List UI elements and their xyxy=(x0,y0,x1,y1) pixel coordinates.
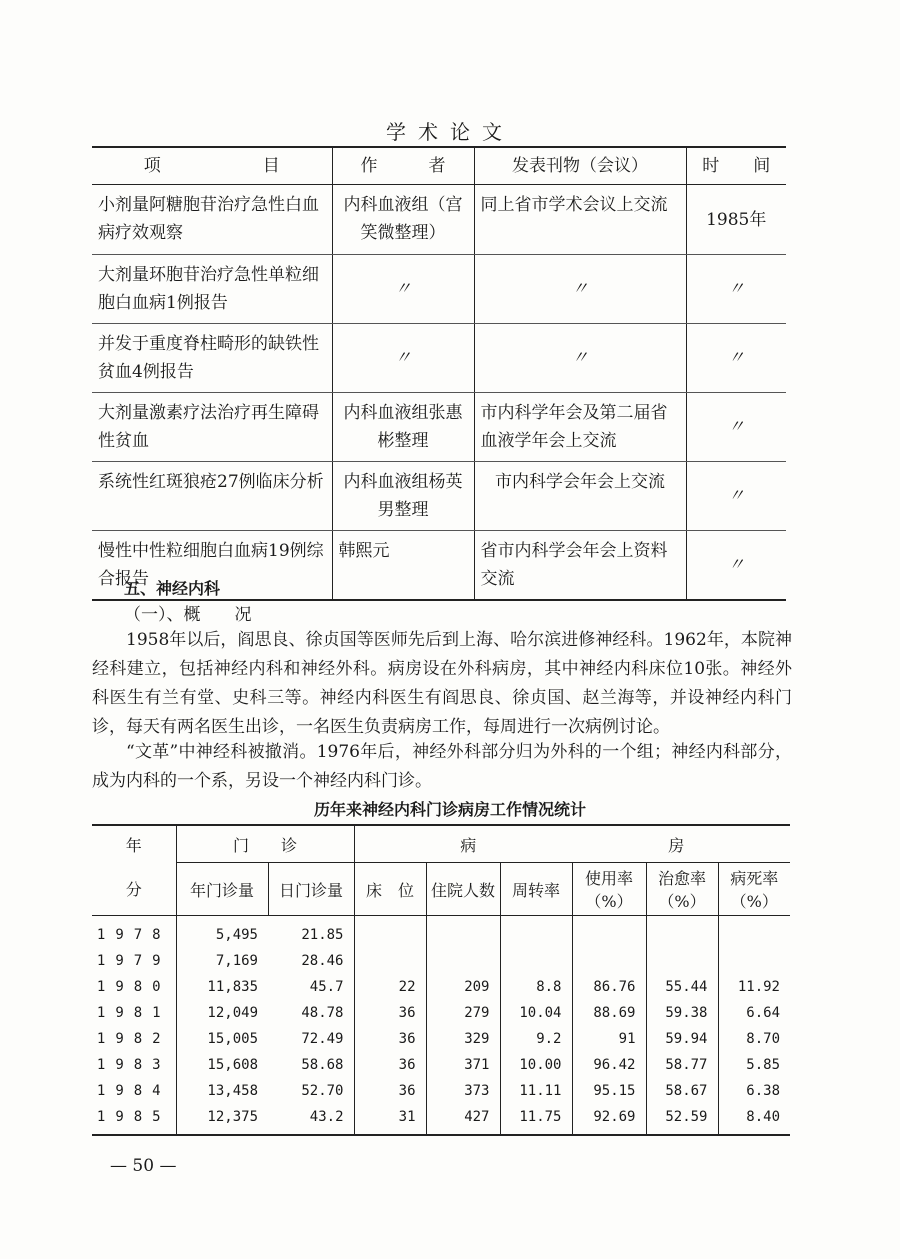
cell-turnover: 9.2 xyxy=(500,1026,572,1052)
table-row xyxy=(92,1078,790,1104)
table-row xyxy=(92,255,786,324)
cell-daily-visits: 21.85 xyxy=(301,927,344,943)
col-admissions: 住院人数 xyxy=(426,863,500,916)
cell-admissions: 373 xyxy=(426,1078,500,1104)
cell-annual-visits: 11,835 xyxy=(176,974,268,1000)
cell-daily-visits: 43.2 xyxy=(268,1104,354,1135)
cell-usage-rate xyxy=(572,916,646,949)
table-row xyxy=(92,974,790,1000)
header-year-top: 年 xyxy=(92,825,176,863)
section-title: 五、神经内科 xyxy=(124,579,221,598)
paper-author: 〃 xyxy=(332,255,474,324)
col-mortality-rate: 病死率（%） xyxy=(718,863,790,916)
cell-annual-visits: 7,169 xyxy=(176,948,268,974)
cell-usage-rate: 92.69 xyxy=(572,1104,646,1135)
cell-turnover: 10.00 xyxy=(500,1052,572,1078)
cell-usage-rate: 88.69 xyxy=(572,1000,646,1026)
papers-table xyxy=(92,146,786,601)
cell-mortality-rate: 6.38 xyxy=(718,1078,790,1104)
header-ward: 病 房 xyxy=(354,825,790,863)
cell-year: 1983 xyxy=(96,1057,171,1073)
cell-cure-rate: 58.77 xyxy=(646,1052,718,1078)
paper-author: 韩熙元 xyxy=(332,531,474,601)
paper-time: 〃 xyxy=(686,324,786,393)
cell-mortality-rate: 8.70 xyxy=(718,1026,790,1052)
cell-year: 1985 xyxy=(92,1104,176,1135)
header-author: 作 者 xyxy=(332,147,474,185)
paper-venue: 同上省市学术会议上交流 xyxy=(474,185,686,255)
table-row xyxy=(92,324,786,393)
cell-daily-visits: 48.78 xyxy=(301,1005,344,1021)
paper-title: 大剂量环胞苷治疗急性单粒细胞白血病1例报告 xyxy=(92,255,332,324)
cell-admissions: 329 xyxy=(426,1026,500,1052)
cell-annual-visits: 12,049 xyxy=(176,1000,268,1026)
cell-daily-visits: 28.46 xyxy=(301,953,344,969)
cell-beds xyxy=(354,916,426,949)
paper-time: 〃 xyxy=(686,255,786,324)
stats-table xyxy=(92,824,790,1136)
cell-beds: 36 xyxy=(354,1052,426,1078)
cell-usage-rate xyxy=(572,948,646,974)
paragraph-2: “文革”中神经科被撤消。1976年后，神经外科部分归为外科的一个组；神经内科部分，成为内科的一个系，另设一个神经内科门诊。 xyxy=(92,742,792,791)
cell-mortality-rate: 6.64 xyxy=(718,1000,790,1026)
cell-annual-visits: 15,005 xyxy=(176,1026,268,1052)
cell-cure-rate: 52.59 xyxy=(646,1104,718,1135)
cell-daily-visits: 58.68 xyxy=(301,1057,344,1073)
paper-author: 内科血液组张惠彬整理 xyxy=(332,393,474,462)
cell-mortality-rate: 11.92 xyxy=(718,974,790,1000)
cell-year: 1984 xyxy=(96,1083,171,1099)
table-row xyxy=(92,185,786,255)
col-annual-visits: 年门诊量 xyxy=(176,863,268,916)
cell-mortality-rate xyxy=(718,948,790,974)
cell-mortality-rate: 8.40 xyxy=(718,1104,790,1135)
cell-turnover: 11.75 xyxy=(500,1104,572,1135)
section-heading: 学术论文 xyxy=(386,120,514,144)
col-turnover: 周转率 xyxy=(500,863,572,916)
table-row xyxy=(92,1104,790,1135)
col-beds: 床 位 xyxy=(354,863,426,916)
header-venue: 发表刊物（会议） xyxy=(474,147,686,185)
header-year-bottom: 分 xyxy=(92,863,176,916)
paper-author: 〃 xyxy=(332,324,474,393)
paper-venue: 市内科学会年会上交流 xyxy=(474,462,686,531)
cell-admissions xyxy=(426,948,500,974)
table-row xyxy=(92,1026,790,1052)
col-cure-rate: 治愈率（%） xyxy=(646,863,718,916)
paper-title: 系统性红斑狼疮27例临床分析 xyxy=(92,462,332,531)
paper-time: 〃 xyxy=(686,462,786,531)
table-row xyxy=(92,1052,790,1078)
paper-venue: 省市内科学会年会上资料交流 xyxy=(474,531,686,601)
cell-beds: 36 xyxy=(354,1078,426,1104)
cell-annual-visits: 13,458 xyxy=(176,1078,268,1104)
header-outpatient: 门 诊 xyxy=(176,825,354,863)
cell-year: 1981 xyxy=(96,1005,171,1021)
cell-beds: 36 xyxy=(354,1000,426,1026)
cell-daily-visits: 52.70 xyxy=(301,1083,344,1099)
paper-venue: 市内科学年会及第二届省血液学年会上交流 xyxy=(474,393,686,462)
paper-title: 小剂量阿糖胞苷治疗急性白血病疗效观察 xyxy=(92,185,332,255)
cell-admissions: 279 xyxy=(426,1000,500,1026)
cell-year: 1982 xyxy=(96,1031,171,1047)
paragraph-1: 1958年以后，阎思良、徐贞国等医师先后到上海、哈尔滨进修神经科。1962年，本院神经科建立，包括神经内科和神经外科。病房设在外科病房，其中神经内科床位10张。神经外科医生有兰有堂、史科三等。神经内科医生有阎思良、徐贞国、赵兰海等，并设神经内科门诊，每天有两名医生出诊，一名医生负责病房工作，每周进行一次病例讨论。 xyxy=(92,630,792,737)
cell-annual-visits: 12,375 xyxy=(176,1104,268,1135)
cell-cure-rate: 58.67 xyxy=(646,1078,718,1104)
cell-mortality-rate: 5.85 xyxy=(718,1052,790,1078)
cell-turnover xyxy=(500,916,572,949)
cell-beds xyxy=(354,948,426,974)
cell-admissions xyxy=(426,916,500,949)
cell-daily-visits: 72.49 xyxy=(301,1031,344,1047)
col-usage-rate: 使用率（%） xyxy=(572,863,646,916)
cell-year: 1978 xyxy=(96,927,171,943)
paper-time: 〃 xyxy=(686,531,786,601)
col-daily-visits: 日门诊量 xyxy=(268,863,354,916)
cell-annual-visits: 15,608 xyxy=(176,1052,268,1078)
cell-usage-rate: 96.42 xyxy=(572,1052,646,1078)
cell-admissions: 209 xyxy=(426,974,500,1000)
cell-daily-visits: 45.7 xyxy=(309,979,344,995)
cell-admissions: 427 xyxy=(426,1104,500,1135)
cell-cure-rate xyxy=(646,948,718,974)
paper-venue: 〃 xyxy=(474,255,686,324)
table-row xyxy=(92,916,790,949)
paper-venue: 〃 xyxy=(474,324,686,393)
cell-mortality-rate xyxy=(718,916,790,949)
table-row xyxy=(92,948,790,974)
cell-admissions: 371 xyxy=(426,1052,500,1078)
cell-beds: 36 xyxy=(354,1026,426,1052)
header-time: 时 间 xyxy=(686,147,786,185)
paper-title: 大剂量激素疗法治疗再生障碍性贫血 xyxy=(92,393,332,462)
cell-cure-rate: 59.94 xyxy=(646,1026,718,1052)
subsection-title: （一）、概 况 xyxy=(124,605,252,625)
cell-turnover: 8.8 xyxy=(500,974,572,1000)
cell-usage-rate: 86.76 xyxy=(572,974,646,1000)
cell-usage-rate: 95.15 xyxy=(572,1078,646,1104)
table-row xyxy=(92,393,786,462)
cell-cure-rate xyxy=(646,916,718,949)
cell-usage-rate: 91 xyxy=(572,1026,646,1052)
paper-title: 并发于重度脊柱畸形的缺铁性贫血4例报告 xyxy=(92,324,332,393)
paper-time: 1985年 xyxy=(686,185,786,255)
cell-beds: 31 xyxy=(354,1104,426,1135)
cell-annual-visits: 5,495 xyxy=(176,916,268,949)
cell-beds: 22 xyxy=(354,974,426,1000)
cell-year: 1980 xyxy=(96,979,171,995)
page-number: — 50 — xyxy=(110,1156,177,1176)
cell-turnover xyxy=(500,948,572,974)
cell-turnover: 10.04 xyxy=(500,1000,572,1026)
paper-title: 慢性中性粒细胞白血病19例综合报告 xyxy=(92,531,332,601)
cell-turnover: 11.11 xyxy=(500,1078,572,1104)
header-item: 项 目 xyxy=(92,147,332,185)
paper-author: 内科血液组（宫笑微整理） xyxy=(332,185,474,255)
table-row xyxy=(92,462,786,531)
cell-cure-rate: 59.38 xyxy=(646,1000,718,1026)
paper-time: 〃 xyxy=(686,393,786,462)
stats-table-title: 历年来神经内科门诊病房工作情况统计 xyxy=(313,800,586,819)
paper-author: 内科血液组杨英男整理 xyxy=(332,462,474,531)
papers-header-row xyxy=(92,147,786,185)
table-row xyxy=(92,1000,790,1026)
cell-year: 1979 xyxy=(96,953,171,969)
cell-cure-rate: 55.44 xyxy=(646,974,718,1000)
